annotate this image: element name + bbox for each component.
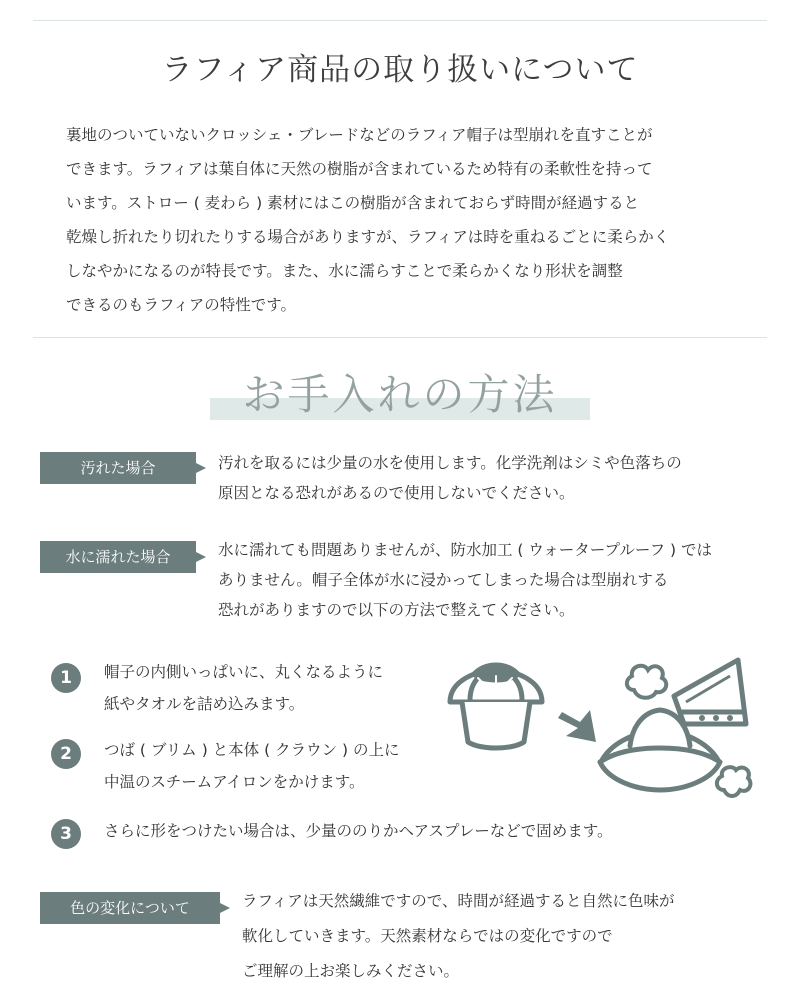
intro-line: できます。ラフィアは葉自体に天然の樹脂が含まれているため特有の柔軟性を持って (66, 160, 653, 178)
step-3-text (104, 815, 613, 847)
steam-cloud-icon (627, 666, 666, 698)
step-3-number: 3 (51, 819, 81, 849)
top-divider (33, 20, 767, 21)
color-change-line: ラフィアは天然繊維ですので、時間が経過すると自然に色味が (242, 892, 675, 910)
intro-line: できるのもラフィアの特性です。 (66, 296, 297, 314)
step-line: さらに形をつけたい場合は、少量ののりかヘアスプレーなどで固めます。 (104, 822, 613, 840)
dirty-line: 原因となる恐れがあるので使用しないでください。 (218, 484, 575, 502)
color-change-label (40, 892, 220, 924)
steam-iron-icon (674, 660, 746, 724)
label-notch (196, 552, 206, 562)
care-illustration (440, 650, 760, 810)
wet-line: 水に濡れても問題ありませんが、防水加工 ( ウォータープルーフ ) では (218, 541, 713, 559)
wet-label (40, 541, 196, 573)
step-line: 紙やタオルを詰め込みます。 (104, 695, 305, 713)
step-1-text (104, 656, 383, 720)
step-line: つば ( ブリム ) と本体 ( クラウン ) の上に (104, 741, 400, 759)
intro-line: しなやかになるのが特長です。また、水に濡らすことで柔らかくなり形状を調整 (66, 262, 623, 280)
wet-label-text: 水に濡れた場合 (65, 548, 171, 566)
step-1-number: 1 (51, 663, 81, 693)
step-2-number: 2 (51, 739, 81, 769)
wet-line: ありません。帽子全体が水に浸かってしまった場合は型崩れする (218, 571, 669, 589)
care-heading (210, 362, 590, 426)
label-notch (220, 903, 230, 913)
wet-description (218, 535, 712, 625)
step-2-text (104, 734, 400, 798)
dirty-label (40, 452, 196, 484)
dirty-label-text: 汚れた場合 (80, 459, 156, 477)
stuffed-hat-icon (450, 665, 542, 748)
intro-line: います。ストロー ( 麦わら ) 素材にはこの樹脂が含まれておらず時間が経過すると (66, 194, 640, 212)
care-title: お手入れの方法 (242, 370, 558, 419)
color-change-line: 軟化していきます。天然素材ならではの変化ですので (242, 927, 613, 945)
step-line: 帽子の内側いっぱいに、丸くなるように (104, 663, 384, 681)
steam-cloud-icon (717, 767, 751, 796)
step-line: 中温のスチームアイロンをかけます。 (104, 773, 365, 791)
dirty-description (218, 448, 682, 508)
label-notch (196, 463, 206, 473)
color-change-description (242, 884, 674, 989)
color-change-label-text: 色の変化について (70, 899, 190, 917)
intro-line: 裏地のついていないクロッシェ・ブレードなどのラフィア帽子は型崩れを直すことが (66, 126, 653, 144)
intro-line: 乾燥し折れたり切れたりする場合がありますが、ラフィアは時を重ねるごとに柔らかく (66, 228, 670, 246)
dirty-line: 汚れを取るには少量の水を使用します。化学洗剤はシミや色落ちの (218, 454, 682, 472)
color-change-line: ご理解の上お楽しみください。 (242, 962, 460, 980)
intro-paragraph (66, 118, 756, 322)
arrow-right-icon (558, 710, 596, 742)
wet-line: 恐れがありますので以下の方法で整えてください。 (218, 601, 575, 619)
section-divider (33, 337, 767, 338)
page-title: ラフィア商品の取り扱いについて (161, 52, 639, 88)
